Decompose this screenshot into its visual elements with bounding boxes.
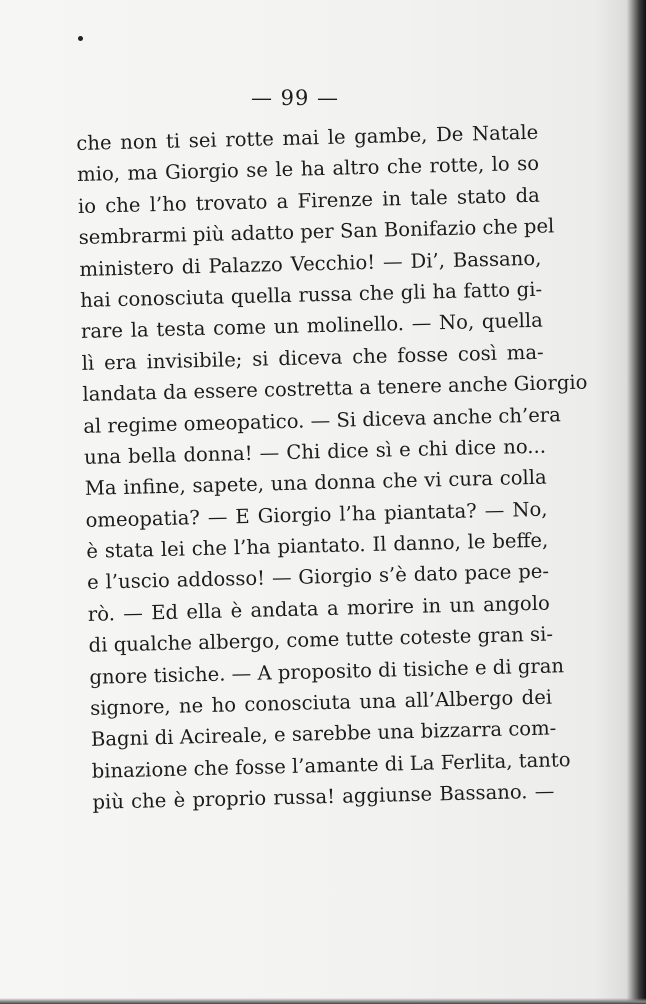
text-line: più che è proprio russa! aggiunse Bassano. — — [92, 779, 555, 814]
text-line: che non ti sei rotte mai le gambe, De Natale — [76, 120, 539, 155]
text-line: e l’uscio addosso! — Giorgio s’è dato pace pe- — [86, 560, 550, 595]
text-line: ministero di Palazzo Vecchio! — Di’, Bassano, — [79, 246, 542, 281]
text-line: binazione che fosse l’amante di La Ferlita, tanto — [91, 747, 571, 783]
text-line: di qualche albergo, come tutte coteste gran si- — [88, 622, 554, 658]
text-line: rò. — Ed ella è andata a morire in un angolo — [87, 591, 551, 626]
text-line: mio, ma Giorgio se le ha altro che rotte, lo so — [76, 152, 540, 187]
text-line: sembrarmi più adatto per San Bonifazio che pel — [78, 214, 555, 250]
text-line: al regime omeopatico. — Si diceva anche ch’era — [83, 402, 562, 438]
text-line: una bella donna! — Chi dice sì e chi dice no... — [83, 434, 547, 469]
ink-dot-mark — [78, 36, 83, 41]
text-line: signore, ne ho conosciuta una all’Albergo dei — [89, 685, 553, 720]
text-line: omeopatia? — E Giorgio l’ha piantata? — No, — [85, 497, 548, 532]
body-text — [76, 117, 588, 819]
text-line: io che l’ho trovato a Firenze in tale stato da — [77, 183, 541, 218]
page-bottom-edge — [0, 998, 646, 1004]
text-line: hai conosciuta quella russa che gli ha fatto gi- — [79, 277, 543, 312]
text-line: gnore tisiche. — A proposito di tisiche e di gran — [89, 653, 565, 689]
text-line: è stata lei che l’ha piantato. Il danno, le beffe, — [86, 528, 549, 563]
text-line: Bagni di Acireale, e sarebbe una bizzarra com- — [90, 716, 557, 752]
page-number: — 99 — — [250, 86, 340, 110]
text-line: lì era invisibile; si diceva che fosse così ma- — [81, 340, 544, 375]
text-line: landata da essere costretta a tenere anche Giorgio — [82, 370, 588, 407]
text-line: Ma infine, sapete, una donna che vi cura colla — [84, 465, 547, 501]
text-line: rare la testa come un molinello. — No, quella — [80, 308, 544, 344]
